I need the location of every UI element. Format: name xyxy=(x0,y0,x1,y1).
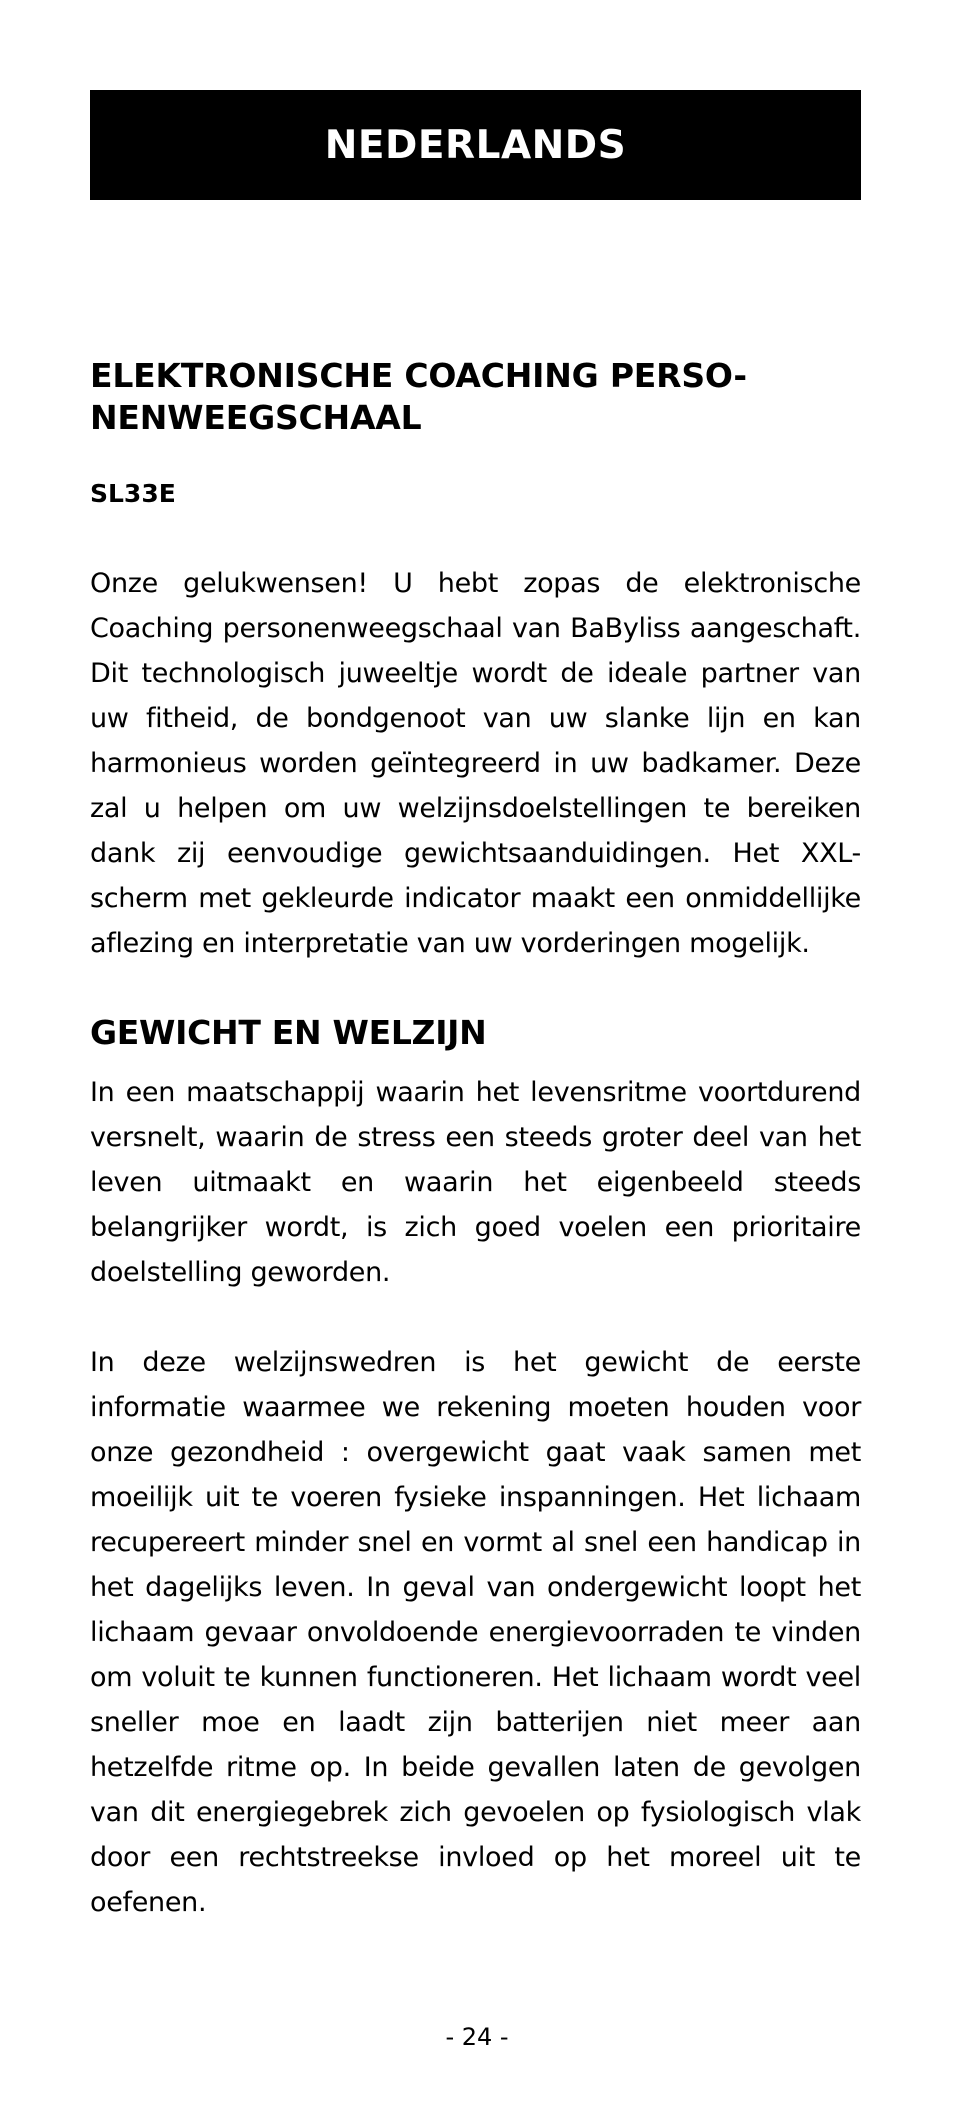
language-label: NEDERLANDS xyxy=(324,122,627,168)
section-heading: GEWICHT EN WELZIJN xyxy=(90,1013,487,1052)
document-title: ELEKTRONISCHE COACHING PERSO- NENWEEGSCHAAL xyxy=(90,356,747,437)
page-number: - 24 - xyxy=(445,2023,509,2051)
body-paragraph-2: In deze welzijnswedren is het gewicht de eerste informatie waarmee we rekening moeten houden voor onze gezondheid : overgewicht gaat vaak samen met moeilijk uit te voeren fysieke inspanningen. Het lichaam recupereert minder snel en vormt al snel een handicap in het dagelijks leven. In geval van ondergewicht loopt het lichaam gevaar onvoldoende energievoorraden te vinden om voluit te kunnen functioneren. Het lichaam wordt veel sneller moe en laadt zijn batterijen niet meer aan hetzelfde ritme op. In beide gevallen laten de gevolgen van dit energiegebrek zich gevoelen op fysiologisch vlak door een rechtstreekse invloed op het moreel uit te oefenen. xyxy=(90,1347,861,1918)
page-content xyxy=(90,90,861,1925)
language-banner xyxy=(90,90,861,200)
body-paragraph-1: In een maatschappij waarin het levensritme voortdurend versnelt, waarin de stress een steeds groter deel van het leven uitmaakt en waarin het eigenbeeld steeds belangrijker wordt, is zich goed voelen een prioritaire doelstelling geworden. xyxy=(90,1077,861,1288)
model-number: SL33E xyxy=(90,479,176,508)
intro-paragraph: Onze gelukwensen! U hebt zopas de elektronische Coaching personenweegschaal van BaByliss aangeschaft. Dit technologisch juweeltje wordt de ideale partner van uw fitheid, de bondgenoot van uw slanke lijn en kan harmonieus worden geïntegreerd in uw badkamer. Deze zal u helpen om uw welzijnsdoelstellingen te bereiken dank zij eenvoudige gewichtsaanduidingen. Het XXL-scherm met gekleurde indicator maakt een onmiddellijke aflezing en interpretatie van uw vorderingen mogelijk. xyxy=(90,568,861,959)
